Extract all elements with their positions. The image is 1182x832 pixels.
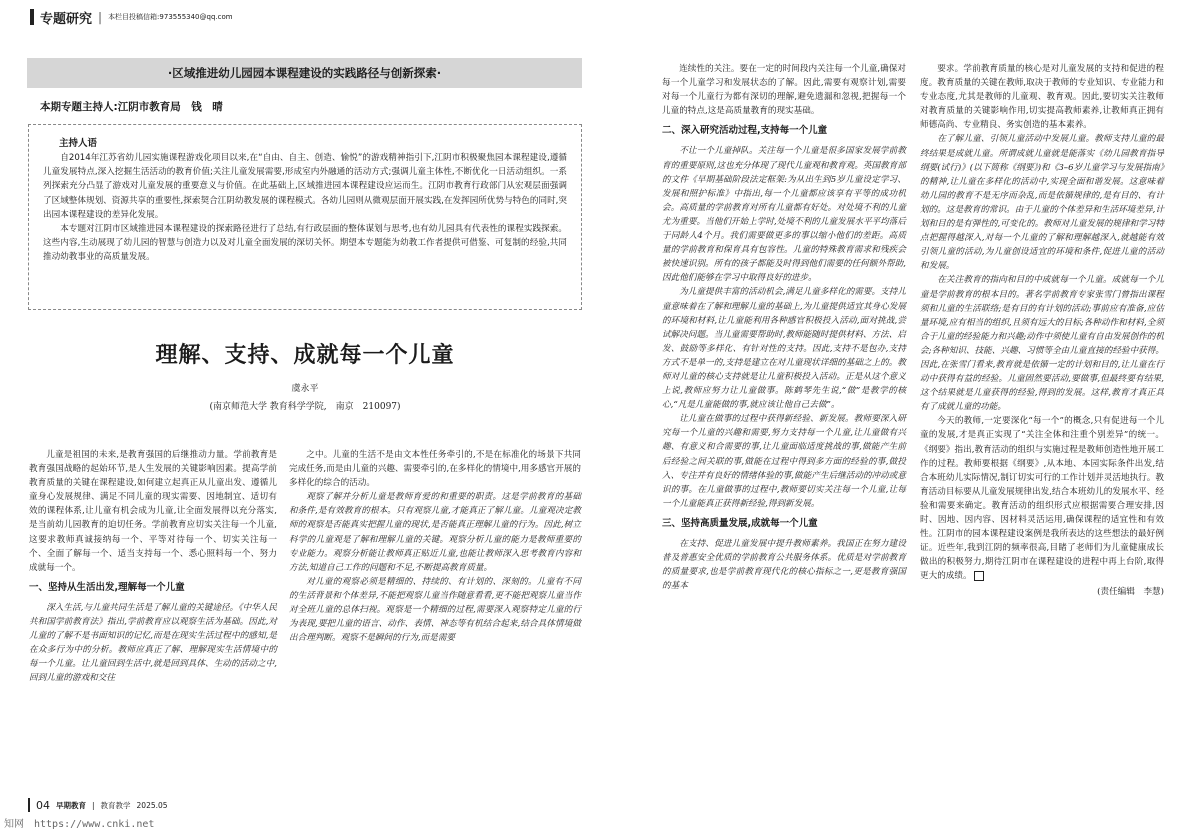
body-column-2 bbox=[289, 448, 581, 645]
body-column-1 bbox=[29, 448, 277, 686]
body-paragraph: 深入生活,与儿童共同生活是了解儿童的关键途径。《中华人民共和国学前教育法》指出,学前教育应以观察生活为基础。因此,对儿童的了解不是书面知识的记忆,而是在现实生活过程中的感知,是在众多行为中的分析。教师应真正了解、理解现实生活情境中的每一个儿童。让儿童回到生活中,就是回到具体、生动的活动之中,回到儿童的游戏和交往 bbox=[29, 602, 277, 684]
topic-host: 本期专题主持人:江阴市教育局 钱 晴 bbox=[40, 101, 223, 113]
body-paragraph bbox=[920, 414, 1164, 583]
section-heading: 二、深入研究活动过程,支持每一个儿童 bbox=[662, 125, 828, 137]
issue-date: 2025.05 bbox=[136, 800, 168, 810]
body-paragraph: 对儿童的观察必须是精细的、持续的、有计划的、深刻的。儿童有不同的生活背景和个体差异,不能把观察儿童当作随意看看,更不能把观察儿童当作对全班儿童的总体扫视。观察是一个精细的过程,需要深入观察特定儿童的行为表现,要把儿童的语言、动作、表情、神态等有机结合起来,结合具体情境做出合理判断。观察不是瞬间的行为,而是需要 bbox=[289, 576, 581, 644]
body-paragraph: 在支持、促进儿童发展中提升教师素养。我国正在努力建设普及普惠安全优质的学前教育公共服务体系。优质是对学前教育的质量要求,也是学前教育现代化的核心指标之一,更是教育强国的基本 bbox=[662, 539, 906, 592]
body-paragraph: 之中。儿童的生活不是由文本性任务牵引的,不是在标准化的场景下共同完成任务,而是由儿童的兴趣、需要牵引的,在多样化的情境中,用多感官开展的多样化的综合的活动。 bbox=[289, 450, 581, 489]
footer-divider: | bbox=[92, 800, 95, 810]
body-column-4 bbox=[920, 62, 1164, 600]
cnki-watermark: 知网 https://www.cnki.net bbox=[4, 819, 155, 830]
section-heading: 三、坚持高质量发展,成就每一个儿童 bbox=[662, 517, 818, 529]
submission-email: 本栏目投稿信箱:973555340@qq.com bbox=[108, 13, 233, 21]
article-title: 理解、支持、成就每一个儿童 bbox=[155, 343, 455, 368]
author-affiliation: (南京师范大学 教育科学学院, 南京 210097) bbox=[209, 402, 401, 412]
header-divider: | bbox=[98, 10, 103, 24]
body-paragraph: 要求。学前教育质量的核心是对儿童发展的支持和促进的程度。教育质量的关键在教师,取决于教师的专业知识、专业能力和专业态度,尤其是教师的儿童观、教育观。因此,要切实关注教师对教育质量的关键影响作用,切实提高教师素养,让教师真正拥有师德高尚、专业精良、务实创造的基本素养。 bbox=[920, 64, 1164, 131]
body-paragraph: 连续性的关注。要在一定的时间段内关注每一个儿童,确保对每一个儿童学习和发展状态的了解。因此,需要有观察计划,需要对每一个儿童行为都有深切的理解,避免遗漏和忽视,把握每一个儿童的特点,这是高质量教育的现实基础。 bbox=[662, 64, 906, 117]
body-paragraph: 观察了解并分析儿童是教师育爱的和重要的职责。这是学前教育的基础和条件,是有效教育的根本。只有观察儿童,才能真正了解儿童。儿童观决定教师的观察是否能真实把握儿童的现状,是否能真正理解儿童的行为。因此,树立科学的儿童观是了解和理解儿童的关键。观察分析儿童的能力是教师重要的专业能力。观察分析能让教师真正贴近儿童,也能让教师深入思考教育内容和方法,知道自己工作的问题和不足,不断提高教育质量。 bbox=[289, 492, 581, 573]
host-remarks-box bbox=[28, 124, 582, 310]
host-remarks-paragraph: 本专题对江阴市区域推进园本课程建设的探索路径进行了总结,有行政层面的整体谋划与思考,也有幼儿园具有代表性的课程实践探索。这些内容,生动展现了幼儿园的智慧与创造力以及对儿童全面发展的深切关怀。期望本专题能为幼教工作者提供可借鉴、可复制的经验,共同推动幼教事业的高质量发展。 bbox=[43, 224, 567, 263]
body-paragraph: 在了解儿童、引领儿童活动中发展儿童。教师支持儿童的最终结果是成就儿童。所谓成就儿童就是能落实《幼儿园教育指导纲要(试行)》(以下简称《纲要》)和《3–6岁儿童学习与发展指南》的精神,让儿童在多样化的活动中,实现全面和谐发展。这意味着幼儿园的教育不是无序而杂乱,而是依循规律的,是有目的、有计划的。这是教育的常识。由于儿童的个体差异和生活环境差异,计划和目的是有弹性的,可变化的。教师对儿童发展的规律和学习特点把握得越深入,对每一个儿童的了解和理解越深入,就越能有效引领儿童的活动,为儿童创设适宜的环境和条件,促进儿童的活动和发展。 bbox=[920, 134, 1164, 272]
body-paragraph: 在关注教育的指向和目的中成就每一个儿童。成就每一个儿童是学前教育的根本目的。著名学前教育专家张雪门曾指出课程须和儿童的生活联络;是有目的有计划的活动;事前应有准备,应估量环境,应有相当的组织,且须有远大的目标;各种动作和材料,全须合于儿童的经验能力和兴趣;动作中须使儿童有自由发展创作的机会;各种知识、技能、兴趣、习惯等全由儿童直接的经验中获得。因此,在张雪门看来,教育就是依循一定的计划和目的,让儿童在行动中获得有益的经验。儿童固然要活动,要做事,但最终要有结果,这个结果就是儿童获得的经验,得到的发展。这样,教育才真正具有了成就儿童的功能。 bbox=[920, 275, 1164, 413]
running-header bbox=[30, 6, 590, 28]
page-number: 04 bbox=[36, 798, 50, 812]
closing-paragraph-text: 今天的教师,一定要深化“每一个”的概念,只有促进每一个儿童的发展,才是真正实现了“关注全体和注重个别差异”的统一。《纲要》指出,教育活动的组织与实施过程是教师创造性地开展工作的过程。教师要根据《纲要》,从本地、本园实际条件出发,结合本班幼儿实际情况,制订切实可行的工作计划并灵活地执行。教育活动目标要从儿童发展规律出发,结合本班幼儿的发展水平、经验和需要来确定。教育活动的组织形式应根据需要合理安排,因时、因地、因内容、因材料灵活运用,确保课程的适宜性和有效性。江阴市的园本课程建设案例是我所表达的这些想法的最好例证。近些年,我到江阴的频率很高,目睹了老师们为儿童健康成长做出的积极努力,期待江阴市在课程建设的进程中再上台阶,取得更大的成绩。 bbox=[920, 416, 1164, 582]
end-mark-icon bbox=[974, 571, 984, 581]
body-paragraph: 让儿童在做事的过程中获得新经验、新发展。教师要深入研究每一个儿童的兴趣和需要,努力支持每一个儿童,让儿童做有兴趣、有意义和合需要的事,让儿童面临适度挑战的事,做能产生前后经验之间关联的事,做能在过程中得到多方面的经验的事,做投入、专注并有良好的情绪体验的事,做能产生后继活动的冲动或意识的事。在儿童做事的过程中,教师要切实关注每一个儿童,让每一个儿童能真正获得新经验,得到新发展。 bbox=[662, 414, 906, 509]
section-name: 专题研究 bbox=[40, 11, 93, 27]
body-paragraph: 儿童是祖国的未来,是教育强国的后继推动力量。学前教育是教育强国战略的起始环节,是人生发展的关键影响因素。提高学前教育质量的关键在课程建设,如何建立起真正从儿童出发、遵循儿童身心发展规律、满足不同儿童的现实需要、因地制宜、适切有效的课程体系,让儿童有机会成为儿童,让全面发展得以充分落实,是当前幼儿园教育的迫切任务。学前教育应切实关注每一个儿童,这要求教师真诚接纳每一个、平等对待每一个、切实关注每一个、全面了解每一个、适当支持每一个、悉心照料每一个、努力成就每一个。 bbox=[29, 450, 277, 573]
host-remarks-title: 主持人语 bbox=[59, 138, 98, 149]
page-footer bbox=[28, 797, 588, 813]
body-paragraph: 不让一个儿童掉队。关注每一个儿童是很多国家发展学前教育的重要原则,这也充分体现了现代儿童观和教育观。英国教育部的文件《早期基础阶段法定框架:为从出生到5岁儿童设定学习、发展和照护标准》中指出,每一个儿童都应该享有平等的成功机会。高质量的学前教育对所有儿童都有好处。对处境不利的儿童尤为重要。当他们开始上学时,处境不利的儿童发展水平平均落后于同龄人4个月。我们需要做更多的事以缩小他们的差距。高质量的学前教育和保育具有包容性。儿童的特殊教育需求和残疾会被快速识别。所有的孩子都能及时得到他们需要的任何额外帮助,因此他们能够在学习中取得良好的进步。 bbox=[662, 146, 906, 284]
section-heading: 一、坚持从生活出发,理解每一个儿童 bbox=[29, 581, 185, 593]
body-column-3 bbox=[662, 62, 906, 593]
body-paragraph: 为儿童提供丰富的活动机会,满足儿童多样化的需要。支持儿童意味着在了解和理解儿童的基础上,为儿童提供适宜其身心发展的环境和材料,让儿童能利用各种感官积极投入活动,面对挑战,尝试解决问题。当儿童需要帮助时,教师能随时提供材料、方法、启发、鼓励等多样化、有针对性的支持。因此,支持不是包办,支持方式不是单一的,支持是建立在对儿童现状详细的基础之上的。教师对儿童的核心支持就是让儿童积极投入活动。正是从这个意义上说,教师应努力让儿童做事。陈鹤琴先生说,“做”是教学的核心,“凡是儿童能做的事,就应该让他自己去做”。 bbox=[662, 287, 906, 411]
responsible-editor: (责任编辑 李慧) bbox=[1097, 587, 1164, 598]
header-bar bbox=[30, 9, 34, 25]
footer-bar bbox=[28, 798, 30, 812]
article-author: 虞永平 bbox=[291, 384, 319, 394]
journal-name: 早期教育 bbox=[56, 800, 86, 810]
host-remarks-paragraph: 自2014年江苏省幼儿园实施课程游戏化项目以来,在“自由、自主、创造、愉悦”的游戏精神指引下,江阴市积极聚焦园本课程建设,遵循儿童发展特点,深入挖掘生活活动的教育价值;关注儿童发展需要,形成室内外融通的活动方式;强调儿童主体性,不断优化一日活动组织。一系列探索充分凸显了游戏对儿童发展的重要意义与价值。在此基础上,区域推进园本课程建设应运而生。江阴市教育行政部门从宏观层面强调了区域整体规划、资源共享的重要性,探索契合江阴幼教发展的课程模式。各幼儿园则从微观层面开展实践,在发挥园所优势与特色的同时,突出园本课程建设的差异化发展。 bbox=[43, 153, 567, 220]
topic-banner: ·区域推进幼儿园园本课程建设的实践路径与创新探索· bbox=[27, 58, 582, 88]
journal-section: 教育教学 bbox=[100, 800, 131, 810]
